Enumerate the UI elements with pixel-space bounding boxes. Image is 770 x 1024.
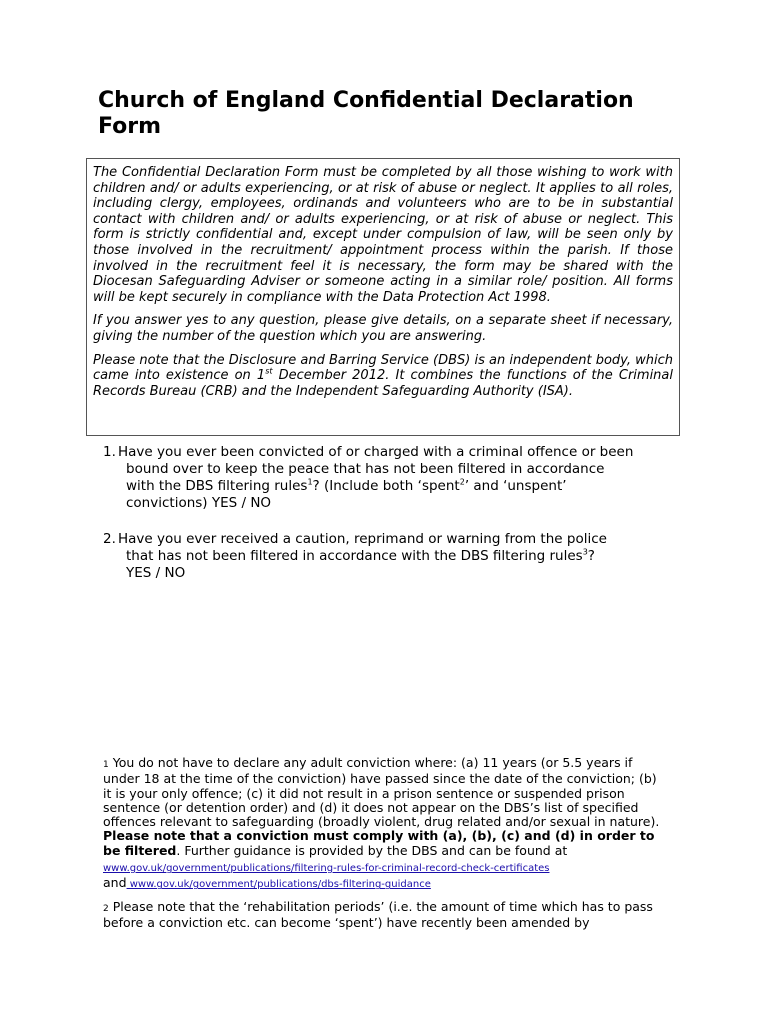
footnote-2 [103, 900, 663, 931]
footnote-1-bold: Please note that a conviction must comply with (a), (b), (c) and (d) in order to be filtered [103, 828, 655, 858]
question-2 [103, 531, 663, 582]
question-1-line-3: with the DBS filtering rules$^1$? (Include both ‘spent$^2$’ and ‘unspent’ [126, 477, 567, 494]
question-1-line-4: convictions) YES / NO [126, 495, 272, 511]
question-1 [103, 444, 663, 512]
footnote-2-text: Please note that the ‘rehabilitation periods’ (i.e. the amount of time which has to pass before a conviction etc. can become ‘spent’) have recently been amended by [103, 899, 653, 931]
intro-box [86, 158, 680, 436]
question-1-number: 1. [103, 444, 116, 460]
intro-paragraph-1: The Confidential Declaration Form must be completed by all those wishing to work with children and/ or adults experiencing, or at risk of abuse or neglect. It applies to all roles, including clergy, employees, ordinands and volunteers who are to be in substantial contact with children and/ or adults experiencing, or at risk of abuse or neglect. This form is strictly confidential and, except under compulsion of law, will be seen only by those involved in the recruitment/ appointment process within the parish. If those involved in the recruitment feel it is necessary, the form may be shared with the Diocesan Safeguarding Adviser or someone acting in a similar role/ position. All forms will be kept securely in compliance with the Data Protection Act 1998. [93, 165, 673, 305]
question-2-line-2: that has not been filtered in accordance with the DBS filtering rules$^3$? [126, 547, 595, 564]
footnote-2-marker: 2 [103, 904, 109, 914]
question-2-line-3: YES / NO [126, 565, 186, 581]
page-title: Church of England Confidential Declaration Form [98, 88, 634, 139]
filtering-rules-link[interactable]: www.gov.uk/government/publications/filtering-rules-for-criminal-record-check-certificates [103, 863, 550, 875]
filtering-guidance-link[interactable]: www.gov.uk/government/publications/dbs-filtering-guidance [126, 879, 431, 891]
intro-paragraph-3: Please note that the Disclosure and Barring Service (DBS) is an independent body, which came into existence on 1st December 2012. It combines the functions of the Criminal Records Bureau (CRB) and the Independent Safeguarding Authority (ISA). [93, 352, 673, 399]
footnote-1-marker: 1 [103, 760, 109, 770]
question-2-line-1: Have you ever received a caution, reprimand or warning from the police [118, 531, 607, 547]
question-1-line-1: Have you ever been convicted of or charged with a criminal offence or been [118, 444, 634, 460]
intro-paragraph-2: If you answer yes to any question, please give details, on a separate sheet if necessary, giving the number of the question which you are answering. [93, 313, 673, 344]
question-1-line-2: bound over to keep the peace that has not been filtered in accordance [126, 461, 605, 477]
footnote-1: 1 You do not have to declare any adult conviction where: (a) 11 years (or 5.5 years if under 18 at the time of the conviction) have passed since the date of the conviction; (b) it is your only offence; (c) it did not result in a prison sentence or suspended prison sentence (or detention order) and (d) it does not appear on the DBS’s list of specified offences relevant to safeguarding (broadly violent, drug related and/or sexual in nature). Please note that a conviction must comply with (a), (b), (c) and (d) in order to be filtered. Further guidance is provided by the DBS and can be found at www.gov.uk/government/publications/filtering-rules-for-criminal-record-check-certificates and www.gov.uk/government/publications/dbs-filtering-guidance [103, 755, 660, 891]
question-2-number: 2. [103, 531, 116, 547]
